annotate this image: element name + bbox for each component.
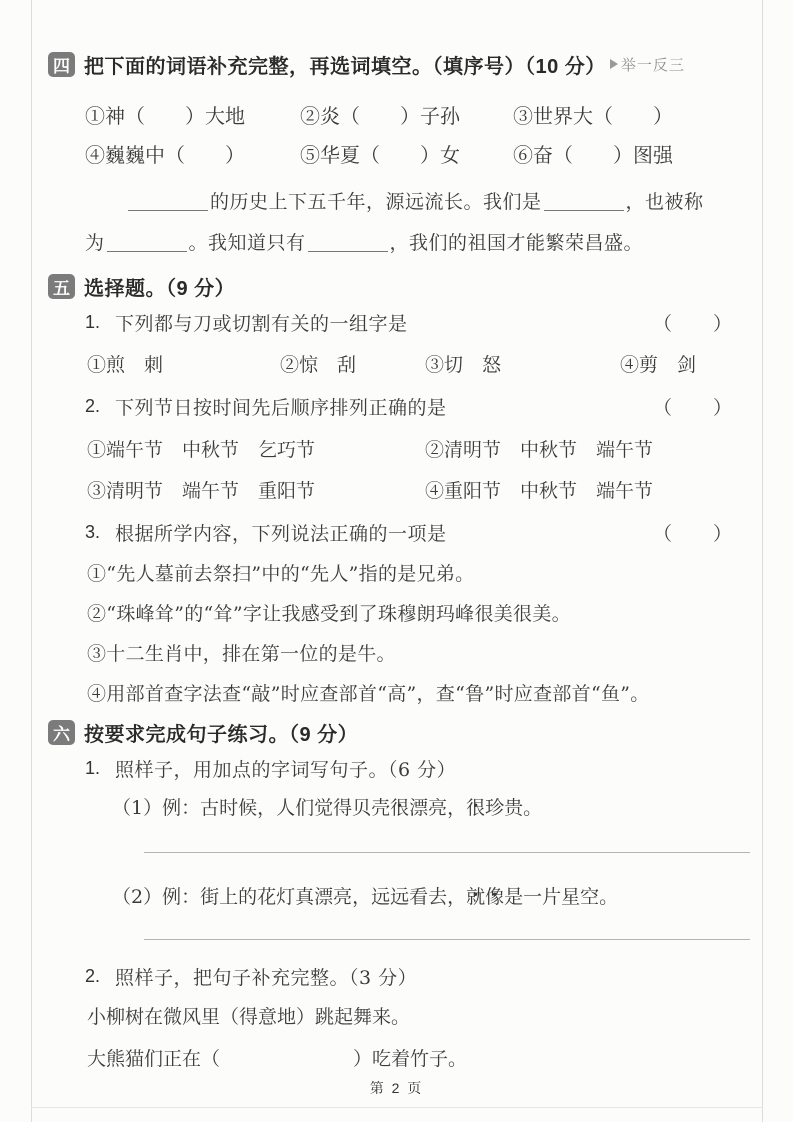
text: 的历史上下五千年，源远流长。我们是 — [210, 191, 542, 213]
word-row-2 — [85, 132, 753, 174]
option: ③清明节 端午节 重阳节 — [87, 479, 316, 502]
emphasized-char: 很 • — [466, 797, 485, 819]
word-row-1 — [85, 96, 753, 132]
text: （1）例：古时候，人们觉得贝壳 — [112, 797, 391, 819]
page-number: 第 2 页 — [369, 1080, 424, 1096]
section-6-marker: 六 — [48, 720, 75, 745]
question-2-options-row-2 — [87, 468, 753, 510]
option: ④剪 剑 — [620, 353, 697, 376]
option: ②惊 刮 — [280, 353, 357, 376]
fill-in-line-2 — [85, 222, 753, 264]
section-6-title: 按要求完成句子练习。（9 分） — [84, 723, 359, 746]
question-number: 1. — [85, 757, 101, 778]
emphasized-char: 像 • — [485, 886, 504, 908]
statement: ②“珠峰耸”的“耸”字让我感受到了珠穆朗玛峰很美很美。 — [87, 603, 571, 625]
text: 珍贵。 — [485, 797, 543, 819]
subquestion-2 — [85, 956, 753, 996]
subquestion-1 — [85, 748, 753, 788]
question-text: 照样子，用加点的字词写句子。（6 分） — [115, 758, 457, 781]
question-text: 照样子，把句子补充完整。（3 分） — [115, 966, 418, 989]
page-edge-line — [31, 0, 32, 1122]
section-6-header — [48, 716, 753, 748]
text: 为 — [85, 232, 105, 254]
question-text: 下列都与刀或切割有关的一组字是 — [115, 312, 408, 335]
word-item: ③世界大（ ） — [513, 103, 673, 128]
fill-blank — [544, 191, 624, 211]
fill-in-line-1 — [126, 182, 753, 222]
example-sentence-1 — [112, 788, 753, 828]
question-text: 下列节日按时间先后顺序排列正确的是 — [115, 396, 447, 419]
question-number: 1. — [85, 311, 101, 332]
question-2-options-row-1 — [87, 428, 753, 468]
fill-blank — [128, 191, 208, 211]
emphasized-char: 很 • — [390, 797, 409, 819]
question-number: 2. — [85, 965, 101, 986]
section-4-marker: 四 — [48, 52, 75, 77]
option: ④重阳节 中秋节 端午节 — [425, 479, 654, 502]
question-1 — [85, 302, 733, 342]
text: ，也被称 — [625, 191, 704, 213]
word-item: ⑤华夏（ ）女 — [300, 142, 460, 167]
word-item: ④巍巍中（ ） — [85, 142, 245, 167]
word-item: ⑥奋（ ）图强 — [513, 142, 673, 167]
answer-bracket: （ ） — [652, 396, 733, 419]
text: （2）例：街上的花灯真漂亮，远远看去， — [112, 886, 467, 908]
word-item: ①神（ ）大地 — [85, 103, 245, 128]
section-4-header — [48, 48, 753, 80]
question-number: 2. — [85, 395, 101, 416]
answer-line — [144, 852, 750, 853]
question-1-options — [87, 342, 753, 384]
question-2 — [85, 384, 733, 428]
answer-bracket: （ ） — [652, 312, 733, 335]
statement: ③十二生肖中，排在第一位的是牛。 — [87, 643, 396, 665]
section-4-title: 把下面的词语补充完整，再选词填空。（填序号）（10 分） — [84, 55, 606, 78]
word-item: ②炎（ ）子孙 — [300, 103, 460, 128]
text: 是一片星空。 — [504, 886, 619, 908]
page-edge-line — [762, 0, 763, 1122]
option: ②清明节 中秋节 端午节 — [425, 438, 654, 461]
example-sentence-2 — [112, 877, 753, 917]
question-3 — [85, 510, 733, 554]
text: 。我知道只有 — [188, 232, 306, 254]
page-edge-line — [31, 1107, 763, 1108]
pointer-icon — [610, 59, 618, 69]
section-5-header — [48, 270, 753, 302]
option: ③切 怒 — [425, 353, 502, 376]
completion-sentence: 大熊猫们正在（ ）吃着竹子。 — [87, 1048, 468, 1070]
question-text: 根据所学内容，下列说法正确的一项是 — [115, 522, 447, 545]
emphasized-char: 就 • — [466, 886, 485, 908]
answer-line — [144, 939, 750, 940]
text: ，我们的祖国才能繁荣昌盛。 — [389, 232, 644, 254]
answer-bracket: （ ） — [652, 522, 733, 545]
model-sentence: 小柳树在微风里（得意地）跳起舞来。 — [87, 1006, 411, 1028]
text: 漂亮， — [409, 797, 467, 819]
fill-blank — [107, 232, 187, 252]
section-4-tag — [610, 54, 685, 75]
question-number: 3. — [85, 521, 101, 542]
statement: ④用部首查字法查“敲”时应查部首“高”，查“鲁”时应查部首“鱼”。 — [87, 683, 650, 705]
option: ①煎 刺 — [87, 353, 164, 376]
option: ①端午节 中秋节 乞巧节 — [87, 438, 316, 461]
tag-label: 举一反三 — [620, 56, 685, 74]
section-5-title: 选择题。（9 分） — [84, 277, 236, 300]
section-5-marker: 五 — [48, 274, 75, 299]
statement: ①“先人墓前去祭扫”中的“先人”指的是兄弟。 — [87, 563, 475, 585]
fill-blank — [308, 232, 388, 252]
